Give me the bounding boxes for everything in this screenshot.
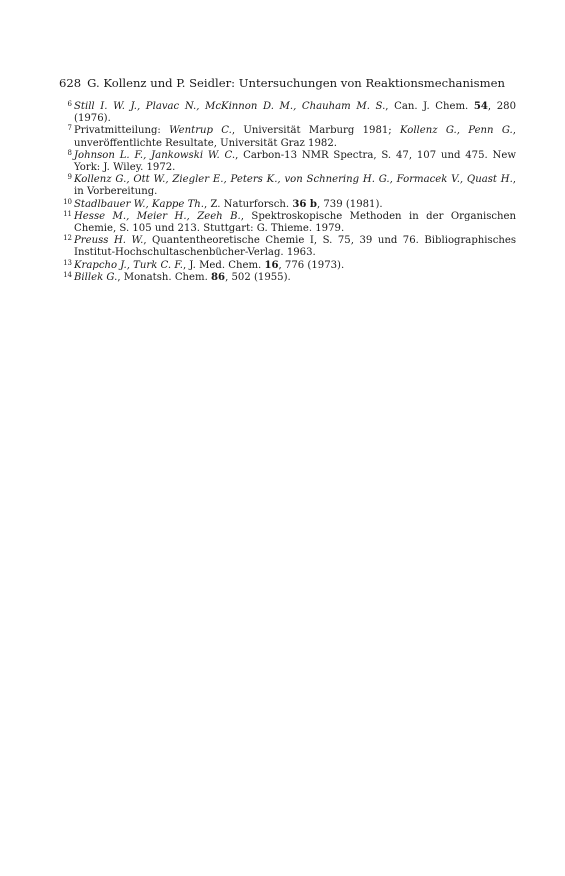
reference-number: 14 bbox=[63, 270, 72, 279]
reference-text: , Universität Marburg 1981; bbox=[231, 125, 400, 137]
reference-number: 10 bbox=[63, 197, 72, 206]
reference-item bbox=[63, 270, 516, 284]
reference-list bbox=[63, 100, 517, 284]
reference-text: , Spektroskopische Methoden in der Organischen Chemie, S. 105 und 213. Stuttgart: G. Thieme. 1979. bbox=[74, 210, 517, 235]
reference-authors: Krapcho J., Turk C. F. bbox=[74, 259, 183, 271]
reference-number: 6 bbox=[67, 100, 72, 108]
reference-number: 8 bbox=[67, 148, 72, 157]
reference-authors: Billek G. bbox=[74, 271, 118, 283]
reference-item bbox=[63, 258, 516, 272]
reference-item bbox=[63, 234, 516, 259]
reference-item bbox=[67, 100, 516, 125]
reference-authors: Kollenz G., Penn G. bbox=[399, 125, 513, 137]
reference-text: Privatmitteilung: bbox=[74, 125, 170, 137]
running-title: G. Kollenz und P. Seidler: Untersuchungen von Reaktionsmechanismen bbox=[87, 76, 505, 90]
reference-authors: Wentrup C. bbox=[169, 125, 232, 137]
reference-item bbox=[67, 173, 516, 198]
reference-text: , Can. J. Chem. bbox=[385, 101, 474, 112]
page-header bbox=[59, 76, 519, 90]
reference-text: , unveröffentlichte Resultate, Universität Graz 1982. bbox=[74, 125, 516, 149]
reference-text: , 739 (1981). bbox=[316, 198, 383, 210]
reference-authors: Stadlbauer W., Kappe Th. bbox=[74, 198, 205, 210]
reference-number: 7 bbox=[67, 124, 72, 133]
reference-number: 13 bbox=[63, 258, 72, 267]
reference-volume: 54 bbox=[473, 101, 488, 112]
reference-text: , J. Med. Chem. bbox=[182, 259, 265, 271]
reference-text: , Carbon-13 NMR Spectra, S. 47, 107 und 475. New York: J. Wiley. 1972. bbox=[74, 149, 516, 174]
reference-volume: 86 bbox=[211, 271, 226, 283]
reference-authors: Kollenz G., Ott W., Ziegler E., Peters K., von Schnering H. G., Formacek V., Quast H. bbox=[74, 174, 513, 186]
reference-item bbox=[63, 209, 517, 235]
reference-text: , Z. Naturforsch. bbox=[204, 198, 293, 210]
page-number: 628 bbox=[59, 76, 82, 90]
reference-volume: 36 b bbox=[292, 198, 317, 210]
reference-item bbox=[67, 148, 516, 174]
reference-volume: 16 bbox=[264, 259, 279, 271]
reference-number: 12 bbox=[63, 234, 72, 243]
reference-authors: Johnson L. F., Jankowski W. C. bbox=[74, 149, 236, 161]
reference-text: , Quantentheoretische Chemie I, S. 75, 39 und 76. Bibliographisches Institut-Hochschultaschenbücher-Verlag. 1963. bbox=[74, 235, 516, 259]
reference-number: 11 bbox=[63, 209, 72, 218]
reference-authors: Still I. W. J., Plavac N., McKinnon D. M., Chauham M. S. bbox=[74, 101, 386, 112]
reference-item bbox=[63, 197, 516, 211]
reference-text: , 280 (1976). bbox=[74, 101, 516, 125]
reference-item bbox=[67, 124, 516, 149]
reference-authors: Hesse M., Meier H., Zeeh B. bbox=[74, 210, 241, 222]
reference-number: 9 bbox=[67, 173, 72, 182]
reference-text: , 776 (1973). bbox=[278, 259, 345, 271]
reference-authors: Preuss H. W. bbox=[74, 235, 144, 247]
reference-text: , 502 (1955). bbox=[225, 271, 291, 283]
reference-text: , in Vorbereitung. bbox=[74, 174, 516, 198]
reference-text: , Monatsh. Chem. bbox=[117, 271, 212, 283]
